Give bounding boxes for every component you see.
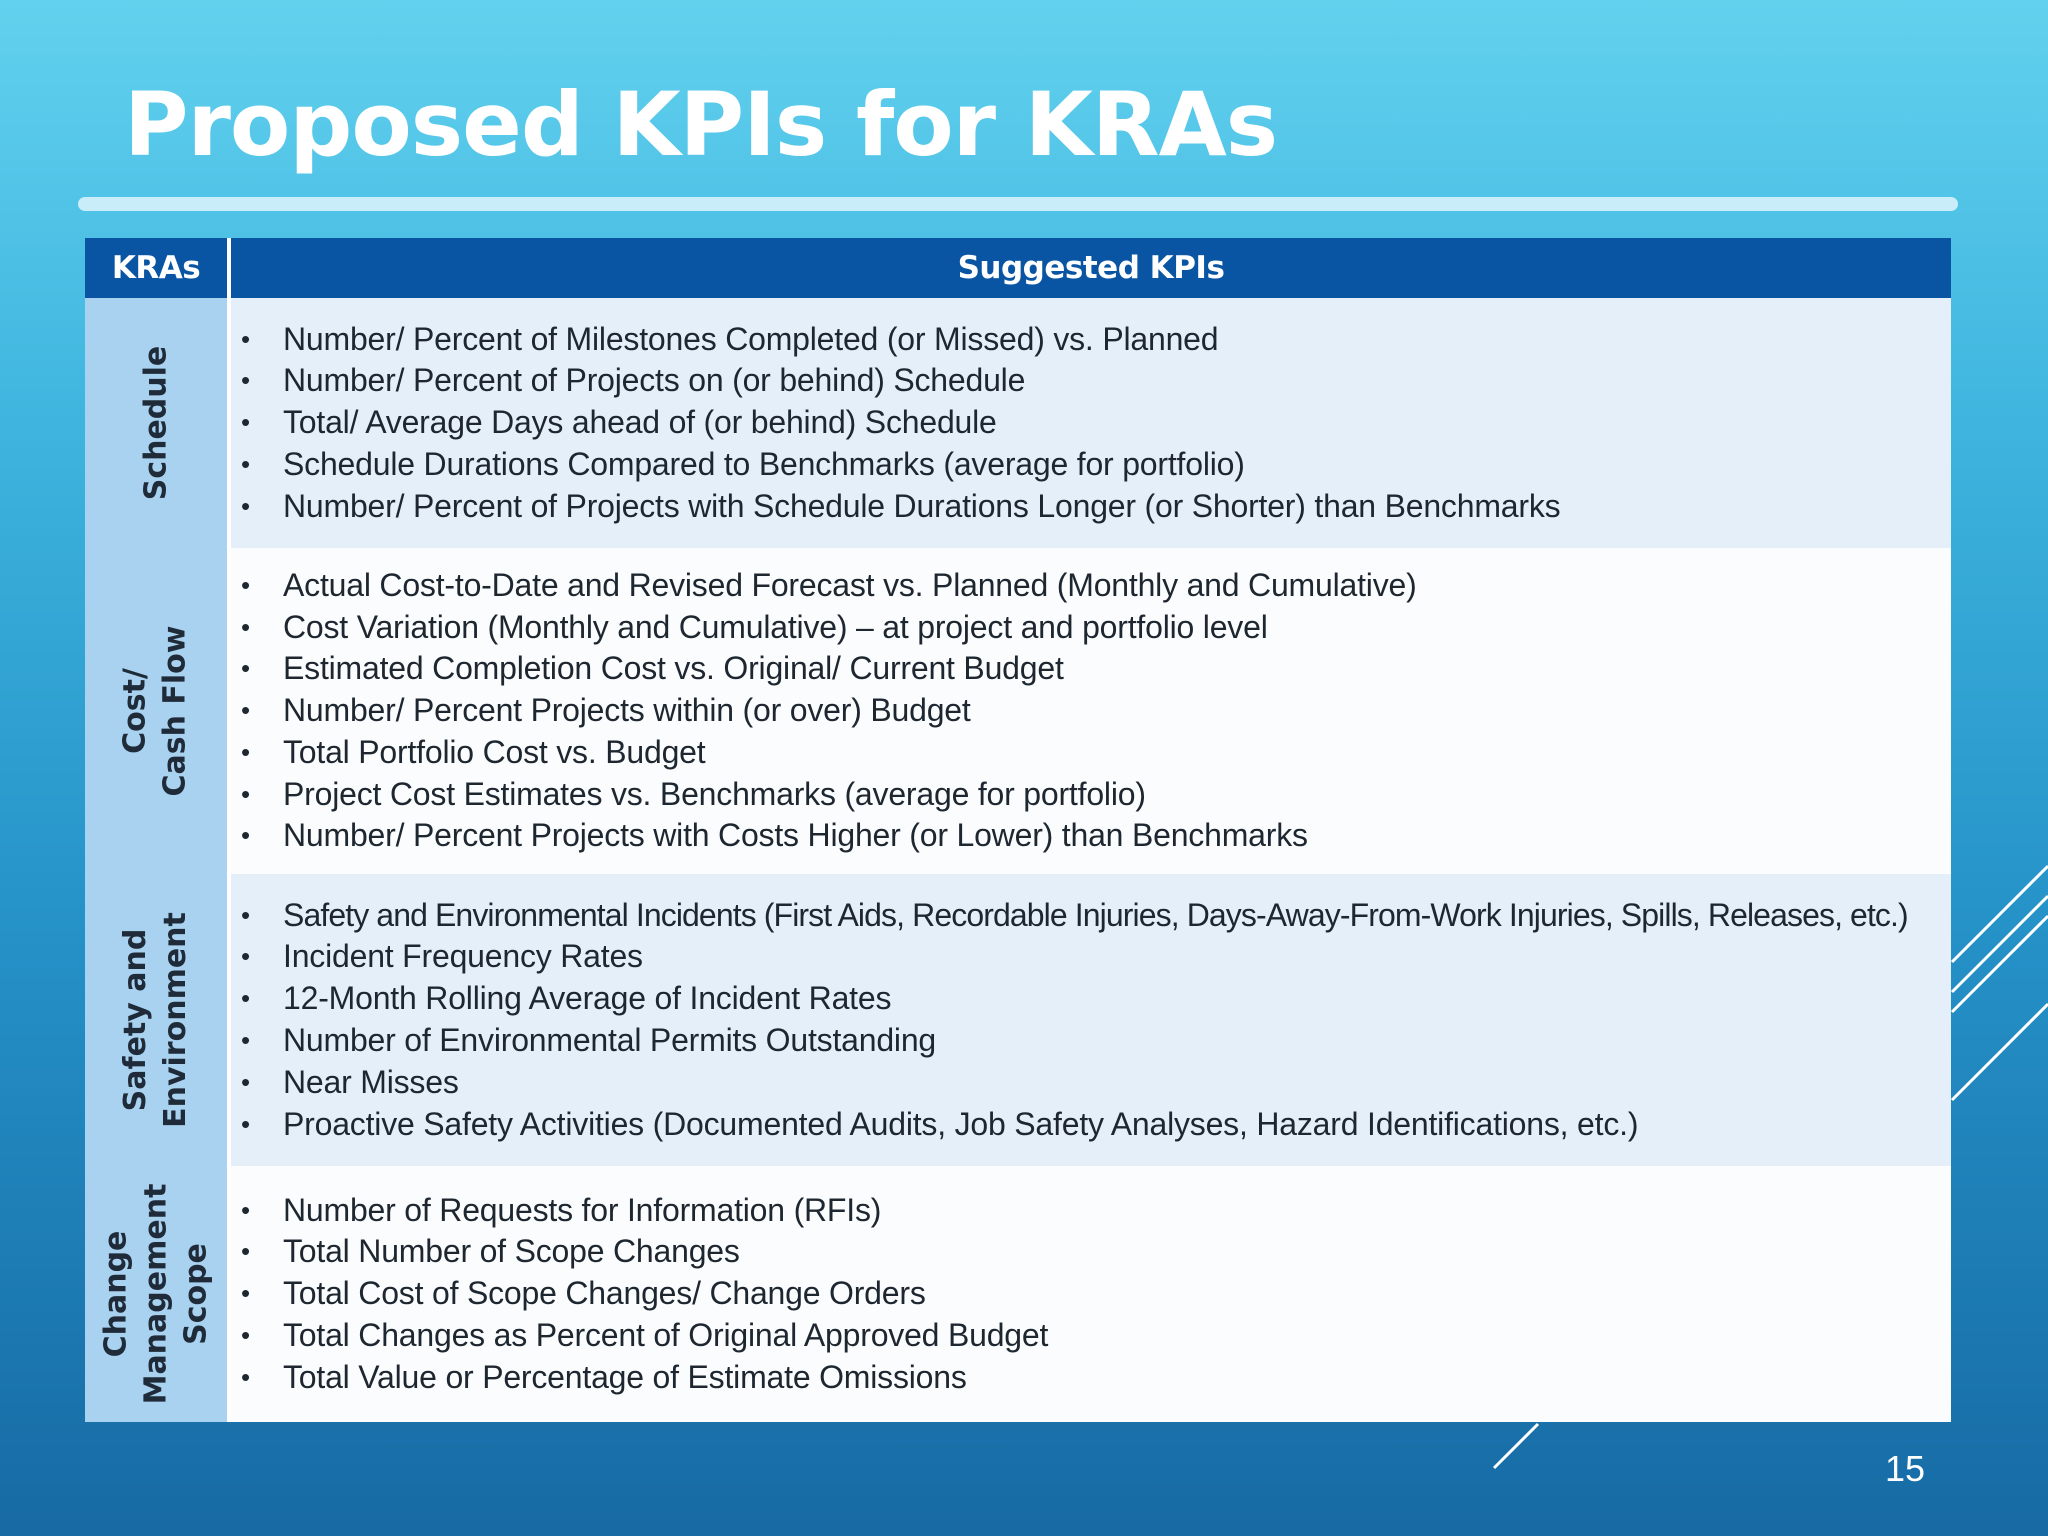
kra-label-line: Cash Flow	[158, 625, 193, 797]
kra-cell-cost-cash-flow	[85, 548, 231, 874]
kra-label-line: Environment	[158, 912, 194, 1128]
kpi-list	[241, 565, 1417, 858]
kpi-item: • 12-Month Rolling Average of Incident Rates	[241, 978, 1908, 1020]
kra-cell-change-management-scope	[85, 1166, 231, 1422]
kra-label-line: Safety and	[118, 928, 154, 1112]
kpi-item: • Number/ Percent of Projects with Schedule Durations Longer (or Shorter) than Benchmarks	[241, 486, 1560, 528]
kra-label	[136, 346, 176, 501]
kpi-table	[85, 238, 1951, 1422]
kpi-item: • Estimated Completion Cost vs. Original/ Current Budget	[241, 648, 1417, 690]
kpi-item: • Proactive Safety Activities (Documented Audits, Job Safety Analyses, Hazard Identifications, etc.)	[241, 1104, 1908, 1146]
kra-cell-schedule	[85, 298, 231, 548]
kra-label-line: Scope	[178, 1243, 214, 1345]
kpi-item: • Number of Environmental Permits Outstanding	[241, 1020, 1908, 1062]
header-kras: KRAs	[85, 238, 231, 298]
kra-cell-safety-environment	[85, 874, 231, 1166]
kpi-item: • Number/ Percent Projects with Costs Higher (or Lower) than Benchmarks	[241, 815, 1417, 857]
kpi-item: • Number of Requests for Information (RFIs)	[241, 1190, 1048, 1232]
deco-line-5	[1494, 1424, 1538, 1468]
deco-line-2	[1952, 896, 2048, 992]
kra-label-line: Cost/	[118, 668, 153, 754]
kpi-item: • Near Misses	[241, 1062, 1908, 1104]
kpi-cell-schedule	[231, 298, 1951, 548]
kpi-item: • Project Cost Estimates vs. Benchmarks (average for portfolio)	[241, 774, 1417, 816]
kpi-item: • Total Changes as Percent of Original Approved Budget	[241, 1315, 1048, 1357]
kpi-item: • Incident Frequency Rates	[241, 936, 1908, 978]
kpi-item: • Schedule Durations Compared to Benchmarks (average for portfolio)	[241, 444, 1560, 486]
kpi-cell-cost-cash-flow	[231, 548, 1951, 874]
kpi-cell-safety-environment	[231, 874, 1951, 1166]
deco-line-1	[1952, 866, 2048, 962]
kpi-cell-change-management-scope	[231, 1166, 1951, 1422]
kra-label	[96, 1184, 216, 1405]
page-number: 15	[1885, 1448, 1926, 1489]
kra-label	[116, 912, 196, 1128]
kpi-list	[241, 895, 1908, 1146]
kpi-list	[241, 1190, 1048, 1399]
kpi-item: • Total Cost of Scope Changes/ Change Orders	[241, 1273, 1048, 1315]
kpi-item: • Number/ Percent of Projects on (or behind) Schedule	[241, 360, 1560, 402]
kpi-item: • Safety and Environmental Incidents (First Aids, Recordable Injuries, Days-Away-From-Work Injuries, Spills, Releases, etc.)	[241, 895, 1908, 937]
slide-title: Proposed KPIs for KRAs	[124, 73, 1278, 176]
kpi-item: • Total Value or Percentage of Estimate Omissions	[241, 1357, 1048, 1399]
kpi-item: • Actual Cost-to-Date and Revised Forecast vs. Planned (Monthly and Cumulative)	[241, 565, 1417, 607]
kpi-item: • Cost Variation (Monthly and Cumulative) – at project and portfolio level	[241, 607, 1417, 649]
kpi-item: • Number/ Percent of Milestones Completed (or Missed) vs. Planned	[241, 319, 1560, 361]
kpi-item: • Total Portfolio Cost vs. Budget	[241, 732, 1417, 774]
deco-line-3	[1952, 916, 2048, 1012]
header-suggested-kpis: Suggested KPIs	[231, 238, 1951, 298]
kpi-list	[241, 319, 1560, 528]
kpi-item: • Number/ Percent Projects within (or over) Budget	[241, 690, 1417, 732]
deco-line-4	[1952, 1004, 2048, 1100]
kra-label-line: Change	[98, 1230, 134, 1358]
kra-label-line: Management	[138, 1183, 174, 1405]
kpi-item: • Total Number of Scope Changes	[241, 1231, 1048, 1273]
kpi-item: • Total/ Average Days ahead of (or behind) Schedule	[241, 402, 1560, 444]
kra-label-line: Schedule	[138, 345, 173, 501]
kra-label	[116, 625, 196, 796]
